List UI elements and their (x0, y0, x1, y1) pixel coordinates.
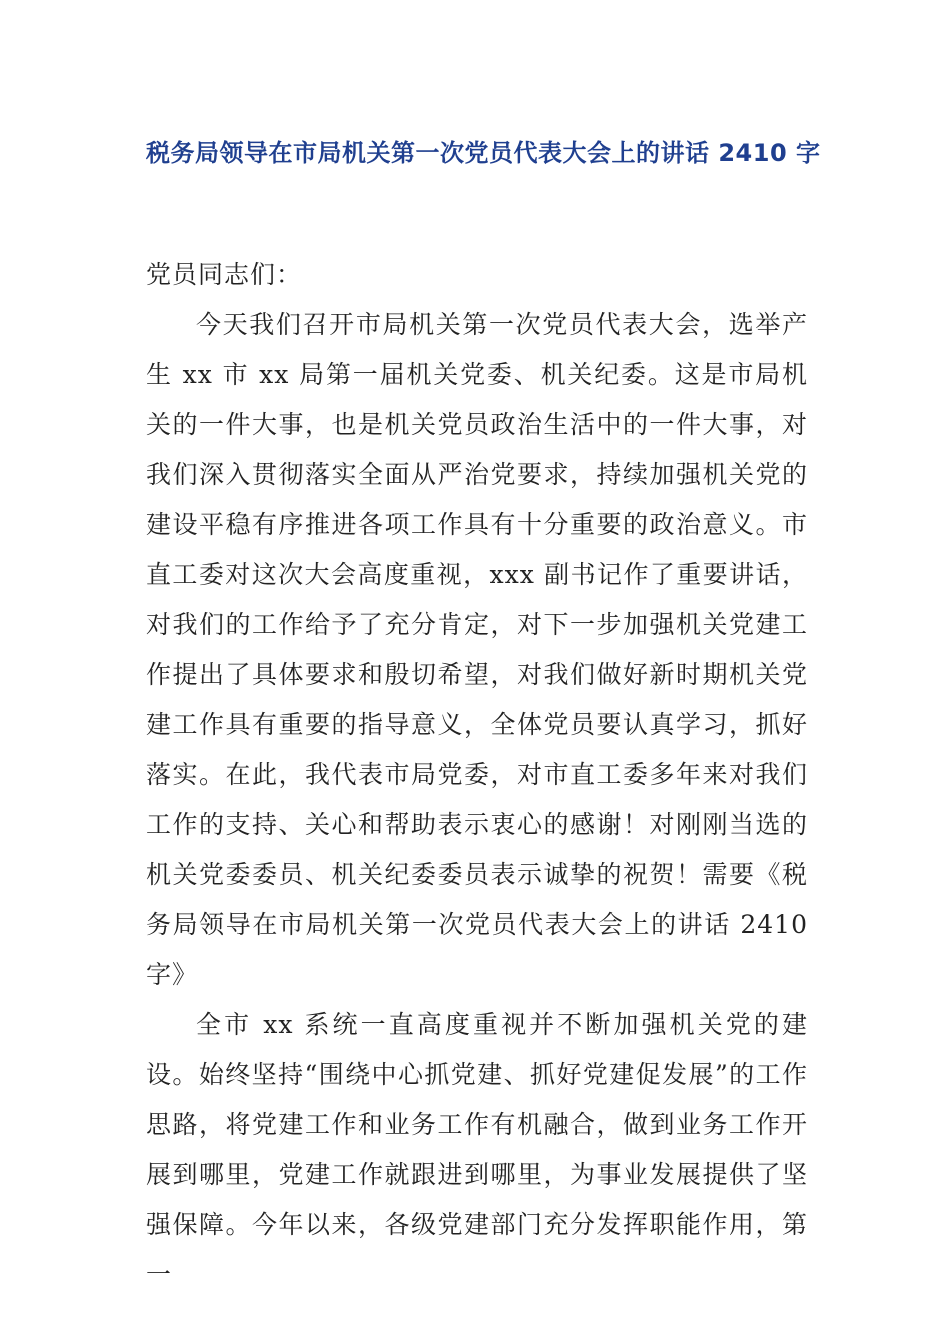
document-title: 税务局领导在市局机关第一次党员代表大会上的讲话 2410 字 (146, 139, 821, 167)
salutation: 党员同志们： (146, 260, 303, 289)
paragraph-1: 今天我们召开市局机关第一次党员代表大会，选举产生 xx 市 xx 局第一届机关党委、机关纪委。这是市局机关的一件大事，也是机关党员政治生活中的一件大事，对我们深入贯彻落实全面从严治党要求，持续加强机关党的建设平稳有序推进各项工作具有十分重要的政治意义。市直工委对这次大会高度重视，xxx 副书记作了重要讲话，对我们的工作给予了充分肯定，对下一步加强机关党建工作提出了具体要求和殷切希望，对我们做好新时期机关党建工作具有重要的指导意义，全体党员要认真学习，抓好落实。在此，我代表市局党委，对市直工委多年来对我们工作的支持、关心和帮助表示衷心的感谢！对刚刚当选的机关党委委员、机关纪委委员表示诚挚的祝贺！需要《税务局领导在市局机关第一次党员代表大会上的讲话 2410 字》 (146, 310, 808, 989)
paragraph-2: 全市 xx 系统一直高度重视并不断加强机关党的建设。始终坚持“围绕中心抓党建、抓好党建促发展”的工作思路，将党建工作和业务工作有机融合，做到业务工作开展到哪里，党建工作就跟进到哪里，为事业发展提供了坚强保障。今年以来，各级党建部门充分发挥职能作用，第一 (146, 1010, 808, 1289)
document-body (146, 250, 808, 1300)
